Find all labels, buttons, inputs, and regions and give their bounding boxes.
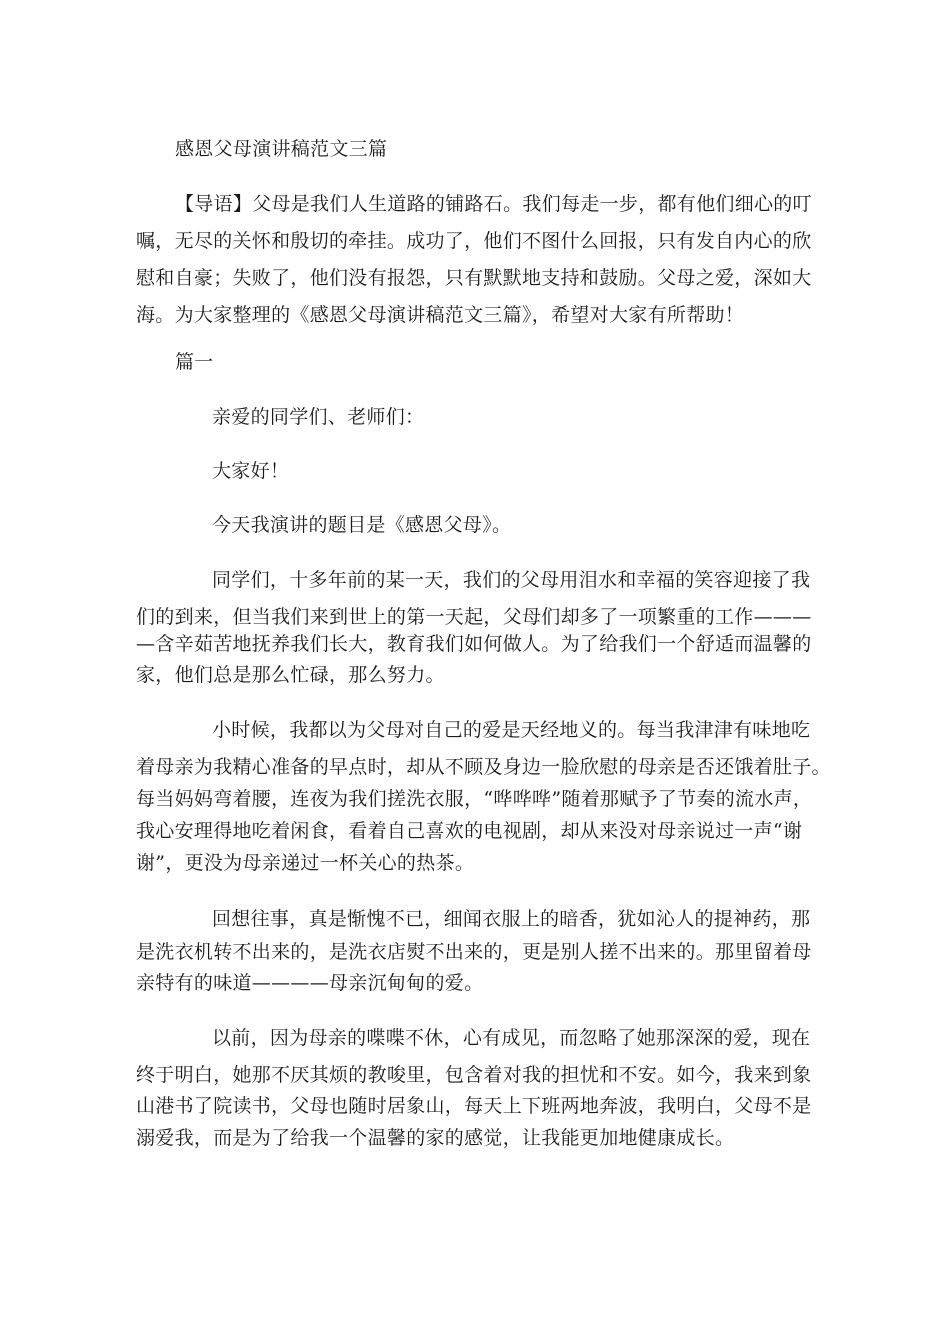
paragraph-line: 着母亲为我精心准备的早点时，却从不顾及身边一脸欣慰的母亲是否还饿着肚子。 [136,756,831,778]
paragraph-line: 家，他们总是那么忙碌，那么努力。 [136,664,445,686]
intro-line: 【导语】父母是我们人生道路的铺路石。我们每走一步，都有他们细心的叮 [175,193,812,215]
paragraph-line: 谢”，更没为母亲递过一杯关心的热茶。 [136,852,475,874]
paragraph-line: 小时候，我都以为父母对自己的爱是天经地义的。每当我津津有味地吃 [212,719,811,741]
greeting-line: 亲爱的同学们、老师们： [212,406,425,428]
section-heading: 篇一 [175,351,214,373]
hello-line: 大家好！ [212,460,290,482]
paragraph-line: 我心安理得地吃着闲食，看着自己喜欢的电视剧，却从来没对母亲说过一声“谢 [136,820,803,842]
paragraph-line: 同学们，十多年前的某一天，我们的父母用泪水和幸福的笑容迎接了我 [212,569,811,591]
paragraph-line: 回想往事，真是惭愧不已，细闻衣服上的暗香，犹如沁人的提神药，那 [212,908,811,930]
paragraph-line: 亲特有的味道————母亲沉甸甸的爱。 [136,972,484,994]
intro-line: 嘱，无尽的关怀和殷切的牵挂。成功了，他们不图什么回报，只有发自内心的欣 [136,230,812,252]
paragraph-line: 山港书了院读书，父母也随时居象山，每天上下班两地奔波，我明白，父母不是 [136,1095,812,1117]
paragraph-line: 是洗衣机转不出来的，是洗衣店熨不出来的，更是别人搓不出来的。那里留着母 [136,941,812,963]
paragraph-line: 每当妈妈弯着腰，连夜为我们搓洗衣服，“哗哗哗”随着那赋予了节奏的流水声， [136,788,813,810]
paragraph-line: 们的到来，但当我们来到世上的第一天起，父母们却多了一项繁重的工作——— [136,606,812,628]
intro-line: 海。为大家整理的《感恩父母演讲稿范文三篇》，希望对大家有所帮助！ [136,304,745,326]
document-title: 感恩父母演讲稿范文三篇 [175,138,388,160]
paragraph-line: 溺爱我，而是为了给我一个温馨的家的感觉，让我能更加地健康成长。 [136,1127,735,1149]
paragraph-line: 终于明白，她那不厌其烦的教唆里，包含着对我的担忧和不安。如今，我来到象 [136,1064,812,1086]
paragraph-line: 以前，因为母亲的喋喋不休，心有成见，而忽略了她那深深的爱，现在 [212,1027,811,1049]
intro-line: 慰和自豪；失败了，他们没有报怨，只有默默地支持和鼓励。父母之爱，深如大 [136,267,812,289]
topic-line: 今天我演讲的题目是《感恩父母》。 [212,514,512,536]
paragraph-line: —含辛茹苦地抚养我们长大，教育我们如何做人。为了给我们一个舒适而温馨的 [136,633,812,655]
